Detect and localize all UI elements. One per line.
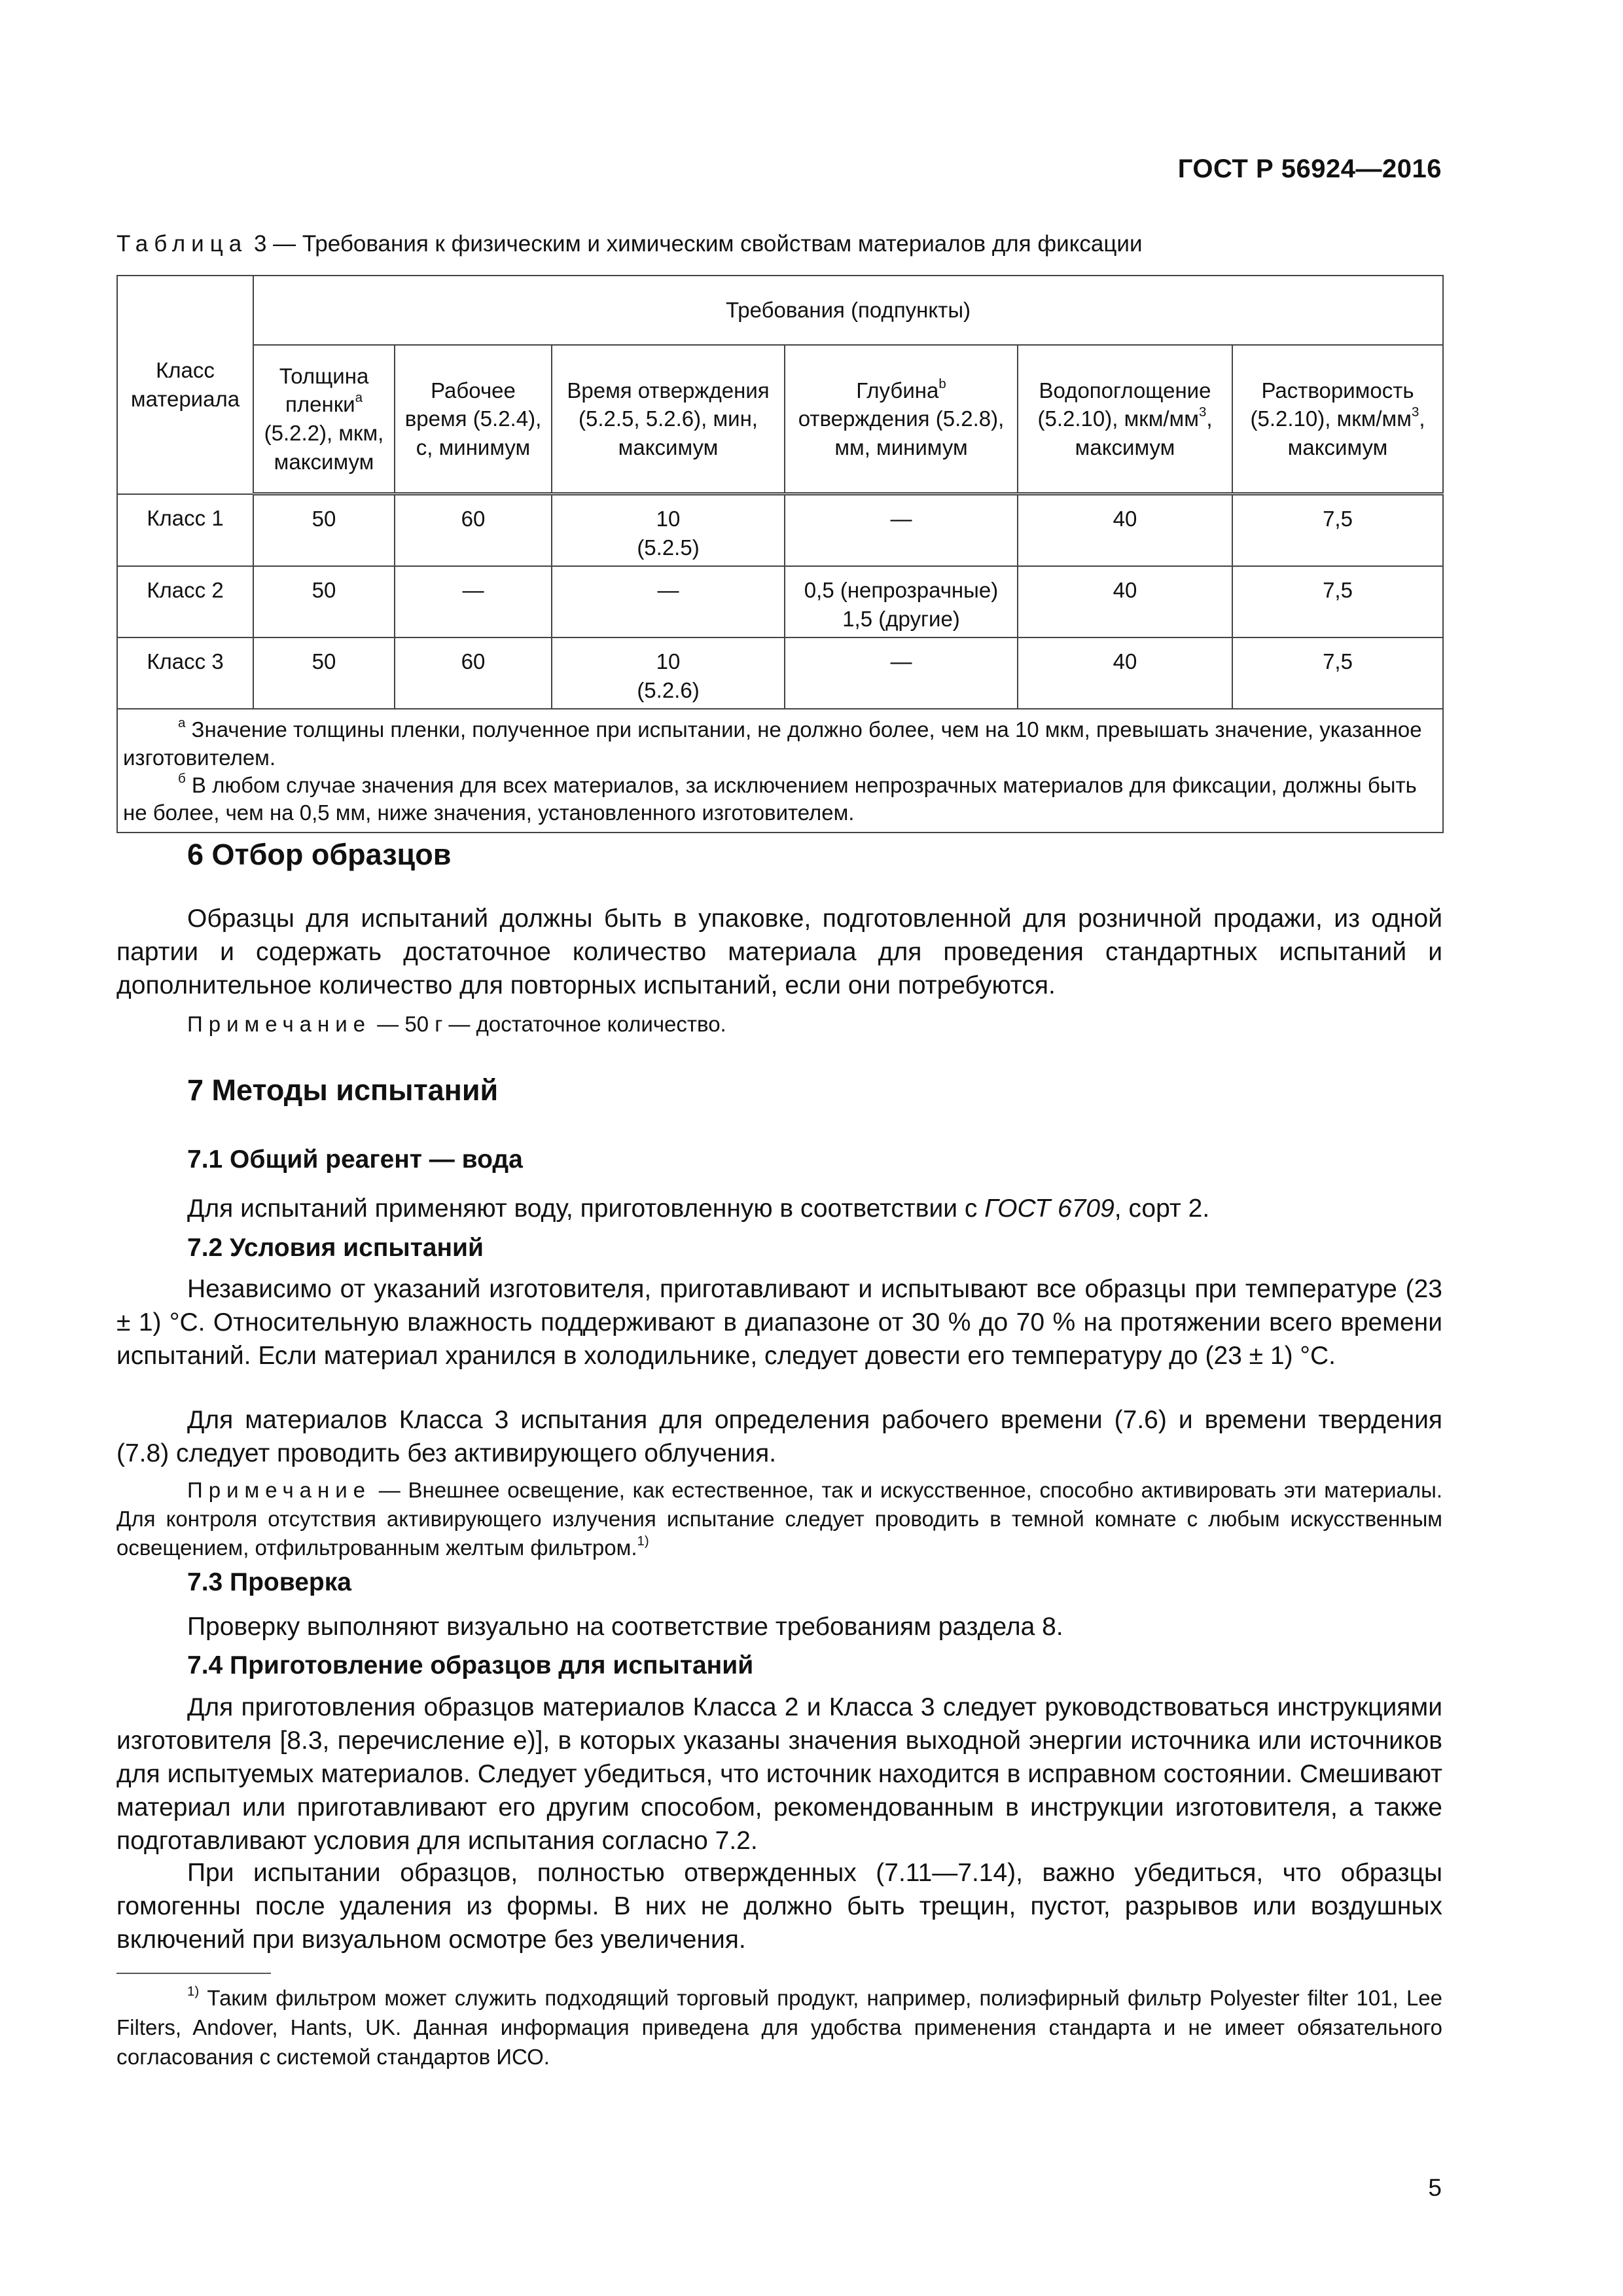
table-footnote-a: $^a$ Значение толщины пленки, полученное при испытании, не должно более, чем на 10 мкм, превышать значение, указанное изготовителем.: [123, 715, 1422, 770]
page-footnote: $^{1)}$ Таким фильтром может служить подходящий торговый продукт, например, полиэфирный фильтр Polyester filter 101, Lee Filters, Andover, Hants, UK. Данная информация приведена для удобства применения стандарта и не имеет обязательного согласования с системой стандартов ИСО.: [116, 1983, 1442, 2069]
document-id-header: ГОСТ Р 56924—2016: [1177, 154, 1442, 183]
cell-solubility: 7,5: [1232, 637, 1443, 709]
cell-cure-time: 10 (5.2.5): [552, 494, 785, 567]
subsection-7-3-title: 7.3 Проверка: [187, 1568, 351, 1596]
table-footnotes: [117, 709, 1443, 833]
cell-solubility: 7,5: [1232, 494, 1443, 567]
table-caption-text: 3 — Требования к физическим и химическим свойствам материалов для фиксации: [247, 231, 1143, 257]
cell-water-sorption: 40: [1018, 566, 1232, 637]
cell-cure-time: 10 (5.2.6): [552, 637, 785, 709]
cell-class: Класс 3: [117, 637, 253, 709]
cell-water-sorption: 40: [1018, 637, 1232, 709]
header-requirements-group: Требования (подпункты): [253, 276, 1443, 345]
header-cure-time: Время отверждения (5.2.5, 5.2.6), мин, максимум: [552, 345, 785, 494]
cell-water-sorption: 40: [1018, 494, 1232, 567]
requirements-table: [116, 275, 1444, 833]
cell-working-time: 60: [395, 637, 552, 709]
section-6-title: 6 Отбор образцов: [187, 838, 452, 871]
cell-thickness: 50: [253, 637, 395, 709]
cell-cure-depth: —: [785, 637, 1018, 709]
subsection-7-2-note: Примечание — Внешнее освещение, как естественное, так и искусственное, способно активировать эти материалы. Для контроля отсутствия активирующего излучения испытание следует проводить в темной комнате с любым искусственным освещением, отфильтрованным желтым фильтром.$^{1)}$: [116, 1478, 1442, 1560]
table-caption-label: Таблица: [116, 231, 248, 257]
table-row-class-3: [117, 637, 1443, 709]
header-film-thickness: Толщина пленки$^a$ (5.2.2), мкм, максимум: [253, 345, 395, 494]
cell-working-time: —: [395, 566, 552, 637]
cell-thickness: 50: [253, 494, 395, 567]
subsection-7-1-text: Для испытаний применяют воду, приготовленную в соответствии с ГОСТ 6709, сорт 2.: [187, 1194, 1210, 1223]
header-solubility: Растворимость (5.2.10), мкм/$мм^3$, максимум: [1232, 345, 1443, 494]
cell-class: Класс 2: [117, 566, 253, 637]
cell-thickness: 50: [253, 566, 395, 637]
subsection-7-4-title: 7.4 Приготовление образцов для испытаний: [187, 1651, 754, 1679]
subsection-7-4-paragraph-1: Для приготовления образцов материалов Класса 2 и Класса 3 следует руководствоваться инструкциями изготовителя [8.3, перечисление е)], в которых указаны значения выходной энергии источника или источников для испытуемых материалов. Следует убедиться, что источник находится в исправном состоянии. Смешивают материал или приготавливают его другим способом, рекомендованным в инструкции изготовителя, а также подготавливают условия для испытания согласно 7.2.: [116, 1693, 1442, 1855]
header-water-sorption: Водопоглощение (5.2.10), мкм/$мм^3$, максимум: [1018, 345, 1232, 494]
table-row-class-1: [117, 494, 1443, 567]
gost-6709-reference: ГОСТ 6709: [984, 1194, 1115, 1223]
section-6-paragraph: Образцы для испытаний должны быть в упаковке, подготовленной для розничной продажи, из одной партии и содержать достаточное количество материала для проведения стандартных испытаний и дополнительное количество для повторных испытаний, если они потребуются.: [116, 905, 1442, 999]
cell-class: Класс 1: [117, 494, 253, 567]
cell-cure-depth: —: [785, 494, 1018, 567]
table-footnote-b: $^б$ В любом случае значения для всех материалов, за исключением непрозрачных материалов для фиксации, должны быть не более, чем на 0,5 мм, ниже значения, установленного изготовителем.: [123, 770, 1417, 825]
subsection-7-3-text: Проверку выполняют визуально на соответствие требованиям раздела 8.: [187, 1613, 1063, 1641]
table-caption: [116, 231, 1143, 257]
subsection-7-2-paragraph-1: Независимо от указаний изготовителя, приготавливают и испытывают все образцы при температуре (23 ± 1) °С. Относительную влажность поддерживают в диапазоне от 30 % до 70 % на протяжении всего времени испытаний. Если материал хранился в холодильнике, следует довести его температуру до (23 ± 1) °С.: [116, 1275, 1442, 1370]
cell-cure-time: —: [552, 566, 785, 637]
cell-cure-depth: 0,5 (непрозрачные) 1,5 (другие): [785, 566, 1018, 637]
cell-working-time: 60: [395, 494, 552, 567]
page-number: 5: [1428, 2174, 1442, 2201]
section-7-title: 7 Методы испытаний: [187, 1073, 499, 1107]
header-cure-depth: Глубина$^b$ отверждения (5.2.8), мм, минимум: [785, 345, 1018, 494]
header-working-time: Рабочее время (5.2.4), с, минимум: [395, 345, 552, 494]
subsection-7-2-paragraph-2: Для материалов Класса 3 испытания для определения рабочего времени (7.6) и времени твердения (7.8) следует проводить без активирующего облучения.: [116, 1406, 1442, 1467]
cell-solubility: 7,5: [1232, 566, 1443, 637]
table-row-class-2: [117, 566, 1443, 637]
footnote-separator: [116, 1973, 271, 1974]
subsection-7-1-title: 7.1 Общий реагент — вода: [187, 1145, 523, 1174]
section-6-note: Примечание — 50 г — достаточное количество.: [187, 1012, 726, 1036]
subsection-7-2-title: 7.2 Условия испытаний: [187, 1234, 484, 1262]
header-material-class: Класс материала: [117, 276, 253, 494]
subsection-7-4-paragraph-2: При испытании образцов, полностью отвержденных (7.11—7.14), важно убедиться, что образцы гомогенны после удаления из формы. В них не должно быть трещин, пустот, разрывов или воздушных включений при визуальном осмотре без увеличения.: [116, 1859, 1442, 1954]
